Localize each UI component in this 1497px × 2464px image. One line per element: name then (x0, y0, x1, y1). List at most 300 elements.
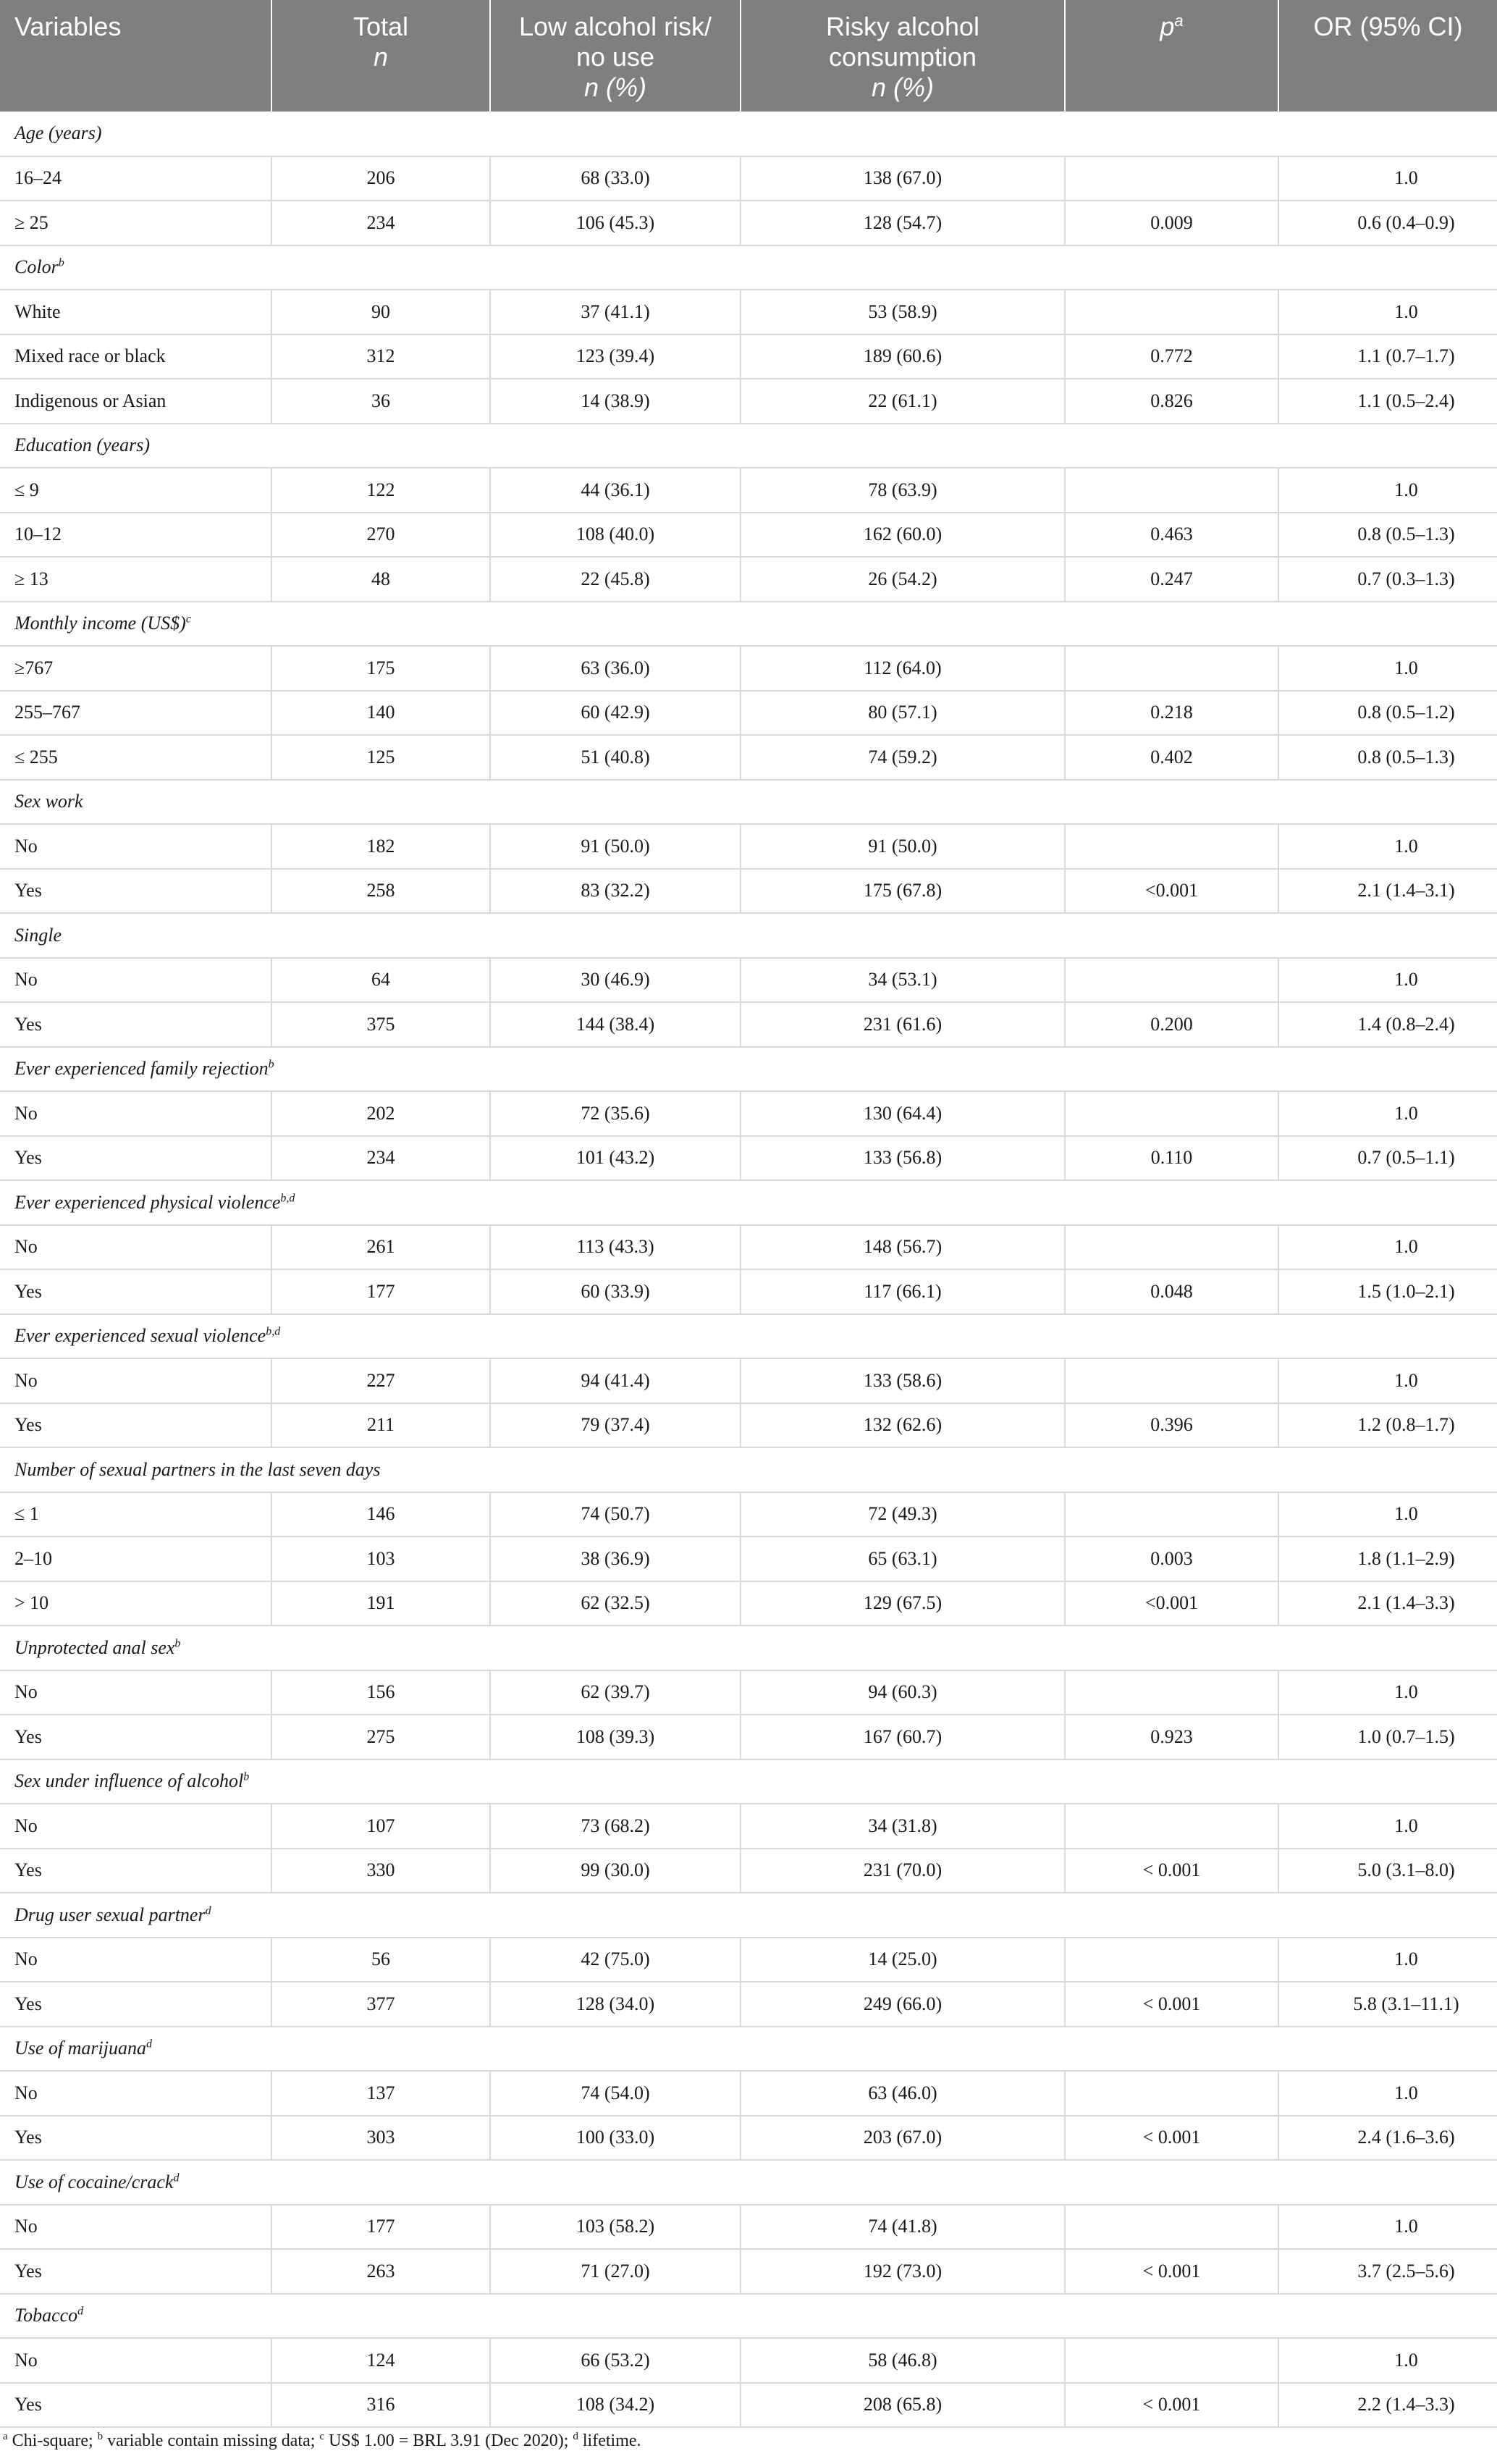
cell-risky: 208 (65.8) (741, 2383, 1065, 2428)
group-header-row (0, 780, 1497, 825)
cell-category: Yes (0, 1136, 271, 1181)
group-title (0, 2160, 1497, 2205)
cell-category: Yes (0, 1269, 271, 1314)
table-row (0, 156, 1497, 201)
cell-low-risk: 108 (40.0) (490, 513, 741, 558)
group-title-footnote-marker: b (174, 1637, 181, 1650)
cell-risky: 117 (66.1) (741, 1269, 1065, 1314)
cell-category: Yes (0, 1002, 271, 1047)
cell-total: 270 (271, 513, 490, 558)
table-row (0, 1492, 1497, 1537)
table-row (0, 468, 1497, 513)
cell-total: 261 (271, 1225, 490, 1270)
table-body (0, 112, 1497, 2427)
cell-odds-ratio: 2.4 (1.6–3.6) (1278, 2116, 1497, 2161)
cell-total: 56 (271, 1938, 490, 1982)
cell-risky: 14 (25.0) (741, 1938, 1065, 1982)
cell-risky: 192 (73.0) (741, 2249, 1065, 2294)
cell-p-value: 0.247 (1065, 557, 1278, 602)
cell-category: No (0, 2205, 271, 2250)
cell-low-risk: 74 (54.0) (490, 2071, 741, 2116)
cell-total: 146 (271, 1492, 490, 1537)
group-header-row (0, 2160, 1497, 2205)
cell-category: Yes (0, 2116, 271, 2161)
cell-category: White (0, 290, 271, 335)
cell-p-value: <0.001 (1065, 1581, 1278, 1626)
cell-p-value: 0.772 (1065, 335, 1278, 379)
cell-low-risk: 63 (36.0) (490, 646, 741, 691)
group-header-row (0, 1626, 1497, 1670)
cell-low-risk: 30 (46.9) (490, 958, 741, 1003)
table-row (0, 2249, 1497, 2294)
cell-low-risk: 73 (68.2) (490, 1804, 741, 1849)
cell-category: ≥ 13 (0, 557, 271, 602)
cell-odds-ratio: 0.7 (0.5–1.1) (1278, 1136, 1497, 1181)
header-risky: Risky alcohol consumption n (%) (741, 0, 1065, 112)
cell-category: 2–10 (0, 1536, 271, 1581)
cell-odds-ratio: 0.6 (0.4–0.9) (1278, 201, 1497, 245)
cell-low-risk: 68 (33.0) (490, 156, 741, 201)
cell-total: 156 (271, 1670, 490, 1715)
cell-odds-ratio: 3.7 (2.5–5.6) (1278, 2249, 1497, 2294)
table-row (0, 1715, 1497, 1759)
cell-low-risk: 51 (40.8) (490, 735, 741, 780)
group-title (0, 2027, 1497, 2072)
table-row (0, 2071, 1497, 2116)
cell-low-risk: 62 (32.5) (490, 1581, 741, 1626)
table-row (0, 1982, 1497, 2027)
group-header-row (0, 2294, 1497, 2339)
cell-risky: 63 (46.0) (741, 2071, 1065, 2116)
cell-odds-ratio: 1.0 (1278, 1804, 1497, 1849)
cell-odds-ratio: 0.7 (0.3–1.3) (1278, 557, 1497, 602)
group-header-row (0, 1447, 1497, 1492)
cell-p-value (1065, 1804, 1278, 1849)
table-row (0, 1136, 1497, 1181)
cell-p-value (1065, 156, 1278, 201)
table-row (0, 557, 1497, 602)
cell-category: Mixed race or black (0, 335, 271, 379)
group-title-text: Drug user sexual partner (14, 1904, 206, 1925)
cell-risky: 133 (56.8) (741, 1136, 1065, 1181)
cell-odds-ratio: 1.1 (0.5–2.4) (1278, 379, 1497, 424)
cell-low-risk: 108 (34.2) (490, 2383, 741, 2428)
group-title-text: Use of marijuana (14, 2038, 146, 2059)
cell-low-risk: 60 (33.9) (490, 1269, 741, 1314)
cell-p-value (1065, 958, 1278, 1003)
cell-p-value: 0.200 (1065, 1002, 1278, 1047)
group-title-text: Ever experienced sexual violence (14, 1325, 266, 1347)
table-row (0, 290, 1497, 335)
cell-total: 137 (271, 2071, 490, 2116)
cell-odds-ratio: 1.0 (1278, 646, 1497, 691)
cell-risky: 58 (46.8) (741, 2338, 1065, 2383)
cell-risky: 26 (54.2) (741, 557, 1065, 602)
group-title-text: Ever experienced family rejection (14, 1058, 269, 1080)
cell-odds-ratio: 5.8 (3.1–11.1) (1278, 1982, 1497, 2027)
cell-p-value: 0.826 (1065, 379, 1278, 424)
group-title-text: Sex under influence of alcohol (14, 1770, 244, 1792)
cell-category: No (0, 1225, 271, 1270)
cell-risky: 80 (57.1) (741, 691, 1065, 736)
cell-risky: 94 (60.3) (741, 1670, 1065, 1715)
group-title (0, 1180, 1497, 1225)
header-variables: Variables (0, 0, 271, 112)
cell-odds-ratio: 1.0 (1278, 290, 1497, 335)
cell-risky: 128 (54.7) (741, 201, 1065, 245)
cell-p-value: 0.463 (1065, 513, 1278, 558)
cell-category: Yes (0, 1403, 271, 1448)
group-title-text: Color (14, 256, 59, 278)
cell-total: 275 (271, 1715, 490, 1759)
group-title-footnote-marker: d (146, 2038, 152, 2051)
cell-low-risk: 66 (53.2) (490, 2338, 741, 2383)
table-row (0, 735, 1497, 780)
cell-risky: 34 (31.8) (741, 1804, 1065, 1849)
table-row (0, 1091, 1497, 1136)
cell-p-value: 0.009 (1065, 201, 1278, 245)
cell-low-risk: 83 (32.2) (490, 869, 741, 914)
cell-low-risk: 38 (36.9) (490, 1536, 741, 1581)
cell-total: 182 (271, 824, 490, 869)
cell-p-value: <0.001 (1065, 869, 1278, 914)
cell-risky: 130 (64.4) (741, 1091, 1065, 1136)
cell-total: 107 (271, 1804, 490, 1849)
table-row (0, 1938, 1497, 1982)
cell-low-risk: 94 (41.4) (490, 1358, 741, 1403)
cell-total: 330 (271, 1849, 490, 1893)
cell-total: 177 (271, 2205, 490, 2250)
group-title-text: Unprotected anal sex (14, 1636, 175, 1658)
cell-low-risk: 37 (41.1) (490, 290, 741, 335)
group-header-row (0, 1759, 1497, 1804)
cell-total: 312 (271, 335, 490, 379)
group-title-text: Single (14, 924, 62, 946)
cell-low-risk: 128 (34.0) (490, 1982, 741, 2027)
cell-odds-ratio: 2.1 (1.4–3.1) (1278, 869, 1497, 914)
cell-odds-ratio: 1.0 (1278, 1938, 1497, 1982)
cell-p-value (1065, 468, 1278, 513)
cell-low-risk: 42 (75.0) (490, 1938, 741, 1982)
cell-total: 103 (271, 1536, 490, 1581)
cell-odds-ratio: 1.1 (0.7–1.7) (1278, 335, 1497, 379)
cell-p-value: < 0.001 (1065, 1849, 1278, 1893)
cell-odds-ratio: 1.0 (1278, 2071, 1497, 2116)
cell-risky: 249 (66.0) (741, 1982, 1065, 2027)
group-title-footnote-marker: d (173, 2171, 180, 2185)
cell-odds-ratio: 1.0 (1278, 1091, 1497, 1136)
cell-risky: 189 (60.6) (741, 335, 1065, 379)
cell-odds-ratio: 5.0 (3.1–8.0) (1278, 1849, 1497, 1893)
cell-category: Yes (0, 2383, 271, 2428)
cell-low-risk: 103 (58.2) (490, 2205, 741, 2250)
cell-odds-ratio: 1.0 (1278, 156, 1497, 201)
header-p-value: $p^a$ (1065, 0, 1278, 112)
cell-category: Yes (0, 1849, 271, 1893)
table-row (0, 1269, 1497, 1314)
group-title-footnote-marker: b (243, 1770, 250, 1783)
cell-odds-ratio: 0.8 (0.5–1.3) (1278, 513, 1497, 558)
cell-category: ≥ 25 (0, 201, 271, 245)
group-title-footnote-marker: b,d (280, 1192, 295, 1205)
group-header-row (0, 1180, 1497, 1225)
cell-p-value: 0.110 (1065, 1136, 1278, 1181)
cell-odds-ratio: 1.0 (1278, 1225, 1497, 1270)
cell-total: 124 (271, 2338, 490, 2383)
cell-total: 177 (271, 1269, 490, 1314)
cell-category: ≥767 (0, 646, 271, 691)
cell-p-value: 0.923 (1065, 1715, 1278, 1759)
cell-p-value (1065, 646, 1278, 691)
cell-p-value: < 0.001 (1065, 2383, 1278, 2428)
cell-low-risk: 108 (39.3) (490, 1715, 741, 1759)
cell-odds-ratio: 1.0 (1278, 2338, 1497, 2383)
cell-p-value: < 0.001 (1065, 1982, 1278, 2027)
table-row (0, 379, 1497, 424)
cell-total: 234 (271, 201, 490, 245)
cell-low-risk: 60 (42.9) (490, 691, 741, 736)
cell-category: ≤ 255 (0, 735, 271, 780)
cell-category: 10–12 (0, 513, 271, 558)
cell-odds-ratio: 1.0 (1278, 824, 1497, 869)
cell-low-risk: 106 (45.3) (490, 201, 741, 245)
cell-risky: 53 (58.9) (741, 290, 1065, 335)
group-header-row (0, 112, 1497, 156)
table-row (0, 1002, 1497, 1047)
cell-p-value (1065, 824, 1278, 869)
cell-total: 191 (271, 1581, 490, 1626)
cell-low-risk: 44 (36.1) (490, 468, 741, 513)
cell-low-risk: 79 (37.4) (490, 1403, 741, 1448)
group-title (0, 780, 1497, 825)
cell-low-risk: 91 (50.0) (490, 824, 741, 869)
cell-category: No (0, 1670, 271, 1715)
table-row (0, 513, 1497, 558)
cell-category: No (0, 1804, 271, 1849)
cell-risky: 72 (49.3) (741, 1492, 1065, 1537)
group-header-row (0, 424, 1497, 468)
cell-p-value: 0.003 (1065, 1536, 1278, 1581)
group-title-footnote-marker: c (185, 613, 191, 626)
cell-risky: 132 (62.6) (741, 1403, 1065, 1448)
cell-risky: 231 (61.6) (741, 1002, 1065, 1047)
cell-p-value (1065, 2071, 1278, 2116)
table-row (0, 201, 1497, 245)
cell-low-risk: 113 (43.3) (490, 1225, 741, 1270)
cell-category: No (0, 2071, 271, 2116)
header-total: Total n (271, 0, 490, 112)
table-row (0, 2116, 1497, 2161)
cell-risky: 138 (67.0) (741, 156, 1065, 201)
group-header-row (0, 2027, 1497, 2072)
table-row (0, 691, 1497, 736)
table-row (0, 2383, 1497, 2428)
cell-total: 258 (271, 869, 490, 914)
table-row (0, 1536, 1497, 1581)
cell-low-risk: 22 (45.8) (490, 557, 741, 602)
cell-p-value (1065, 2338, 1278, 2383)
cell-odds-ratio: 1.8 (1.1–2.9) (1278, 1536, 1497, 1581)
cell-total: 202 (271, 1091, 490, 1136)
cell-odds-ratio: 1.2 (0.8–1.7) (1278, 1403, 1497, 1448)
header-low-risk: Low alcohol risk/ no use n (%) (490, 0, 741, 112)
cell-odds-ratio: 1.0 (1278, 1670, 1497, 1715)
cell-p-value (1065, 1670, 1278, 1715)
cell-odds-ratio: 1.0 (0.7–1.5) (1278, 1715, 1497, 1759)
cell-odds-ratio: 0.8 (0.5–1.2) (1278, 691, 1497, 736)
group-header-row (0, 1314, 1497, 1359)
table-row (0, 1849, 1497, 1893)
group-title (0, 1314, 1497, 1359)
table-row (0, 1581, 1497, 1626)
cell-p-value (1065, 1091, 1278, 1136)
cell-p-value: 0.218 (1065, 691, 1278, 736)
cell-total: 90 (271, 290, 490, 335)
table-row (0, 2338, 1497, 2383)
cell-low-risk: 71 (27.0) (490, 2249, 741, 2294)
group-title-text: Age (years) (14, 122, 102, 144)
cell-category: Yes (0, 1982, 271, 2027)
group-title-text: Use of cocaine/crack (14, 2171, 174, 2192)
cell-risky: 34 (53.1) (741, 958, 1065, 1003)
cell-total: 263 (271, 2249, 490, 2294)
group-title-footnote-marker: b,d (266, 1325, 281, 1338)
group-title (0, 112, 1497, 156)
cell-odds-ratio: 2.2 (1.4–3.3) (1278, 2383, 1497, 2428)
cell-p-value (1065, 1492, 1278, 1537)
cell-total: 64 (271, 958, 490, 1003)
table-row (0, 1225, 1497, 1270)
cell-risky: 91 (50.0) (741, 824, 1065, 869)
cell-risky: 78 (63.9) (741, 468, 1065, 513)
table-row (0, 824, 1497, 869)
cell-category: Yes (0, 2249, 271, 2294)
cell-odds-ratio: 1.0 (1278, 958, 1497, 1003)
group-title-text: Monthly income (US$) (14, 613, 186, 634)
cell-total: 234 (271, 1136, 490, 1181)
cell-p-value: < 0.001 (1065, 2249, 1278, 2294)
group-header-row (0, 245, 1497, 290)
cell-odds-ratio: 1.0 (1278, 468, 1497, 513)
group-title-text: Sex work (14, 791, 83, 812)
cell-p-value: 0.396 (1065, 1403, 1278, 1448)
cell-category: Yes (0, 869, 271, 914)
cell-low-risk: 100 (33.0) (490, 2116, 741, 2161)
group-title (0, 1893, 1497, 1938)
cell-risky: 231 (70.0) (741, 1849, 1065, 1893)
table-row (0, 1804, 1497, 1849)
cell-odds-ratio: 1.0 (1278, 2205, 1497, 2250)
cell-risky: 65 (63.1) (741, 1536, 1065, 1581)
cell-total: 48 (271, 557, 490, 602)
cell-risky: 162 (60.0) (741, 513, 1065, 558)
table-row (0, 869, 1497, 914)
group-title (0, 1447, 1497, 1492)
cell-total: 125 (271, 735, 490, 780)
table-row (0, 1670, 1497, 1715)
cell-risky: 167 (60.7) (741, 1715, 1065, 1759)
cell-category: No (0, 958, 271, 1003)
cell-p-value (1065, 290, 1278, 335)
group-title (0, 602, 1497, 647)
table-row (0, 1403, 1497, 1448)
group-title-footnote-marker: d (205, 1904, 211, 1917)
cell-odds-ratio: 1.0 (1278, 1358, 1497, 1403)
cell-category: No (0, 824, 271, 869)
cell-low-risk: 14 (38.9) (490, 379, 741, 424)
table-header-row (0, 0, 1497, 112)
cell-low-risk: 99 (30.0) (490, 1849, 741, 1893)
cell-risky: 74 (59.2) (741, 735, 1065, 780)
group-title (0, 245, 1497, 290)
cell-category: No (0, 2338, 271, 2383)
cell-total: 211 (271, 1403, 490, 1448)
cell-total: 36 (271, 379, 490, 424)
group-title-text: Number of sexual partners in the last seven days (14, 1458, 381, 1480)
cell-total: 303 (271, 2116, 490, 2161)
group-title-footnote-marker: d (77, 2305, 84, 2318)
cell-risky: 129 (67.5) (741, 1581, 1065, 1626)
cell-p-value: 0.048 (1065, 1269, 1278, 1314)
cell-category: 255–767 (0, 691, 271, 736)
cell-risky: 22 (61.1) (741, 379, 1065, 424)
cell-category: No (0, 1091, 271, 1136)
group-header-row (0, 1893, 1497, 1938)
header-odds-ratio: OR (95% CI) (1278, 0, 1497, 112)
cell-category: Yes (0, 1715, 271, 1759)
cell-risky: 203 (67.0) (741, 2116, 1065, 2161)
cell-low-risk: 62 (39.7) (490, 1670, 741, 1715)
cell-category: ≤ 1 (0, 1492, 271, 1537)
group-header-row (0, 913, 1497, 958)
cell-risky: 112 (64.0) (741, 646, 1065, 691)
cell-low-risk: 72 (35.6) (490, 1091, 741, 1136)
cell-risky: 74 (41.8) (741, 2205, 1065, 2250)
cell-low-risk: 74 (50.7) (490, 1492, 741, 1537)
group-title-text: Ever experienced physical violence (14, 1191, 281, 1213)
cell-total: 206 (271, 156, 490, 201)
cell-risky: 175 (67.8) (741, 869, 1065, 914)
cell-risky: 133 (58.6) (741, 1358, 1065, 1403)
cell-p-value (1065, 1225, 1278, 1270)
cell-total: 122 (271, 468, 490, 513)
cell-total: 377 (271, 1982, 490, 2027)
cell-low-risk: 123 (39.4) (490, 335, 741, 379)
cell-category: Indigenous or Asian (0, 379, 271, 424)
cell-odds-ratio: 1.0 (1278, 1492, 1497, 1537)
group-title (0, 424, 1497, 468)
cell-total: 175 (271, 646, 490, 691)
cell-odds-ratio: 0.8 (0.5–1.3) (1278, 735, 1497, 780)
cell-p-value: 0.402 (1065, 735, 1278, 780)
table-row (0, 958, 1497, 1003)
group-header-row (0, 602, 1497, 647)
cell-odds-ratio: 2.1 (1.4–3.3) (1278, 1581, 1497, 1626)
cell-total: 227 (271, 1358, 490, 1403)
group-title-text: Tobacco (14, 2305, 78, 2326)
group-title-text: Education (years) (14, 434, 151, 456)
table-row (0, 2205, 1497, 2250)
cell-p-value: < 0.001 (1065, 2116, 1278, 2161)
group-title-footnote-marker: b (58, 256, 64, 269)
table-footnote: $^a$ Chi-square; $^b$ variable contain missing data; $^c$ US$ 1.00 = BRL 3.91 (Dec 2020); $^d$ lifetime. (3, 2431, 641, 2450)
table-row (0, 1358, 1497, 1403)
cell-category: No (0, 1938, 271, 1982)
group-title (0, 1759, 1497, 1804)
cell-total: 140 (271, 691, 490, 736)
cell-category: > 10 (0, 1581, 271, 1626)
cell-p-value (1065, 2205, 1278, 2250)
